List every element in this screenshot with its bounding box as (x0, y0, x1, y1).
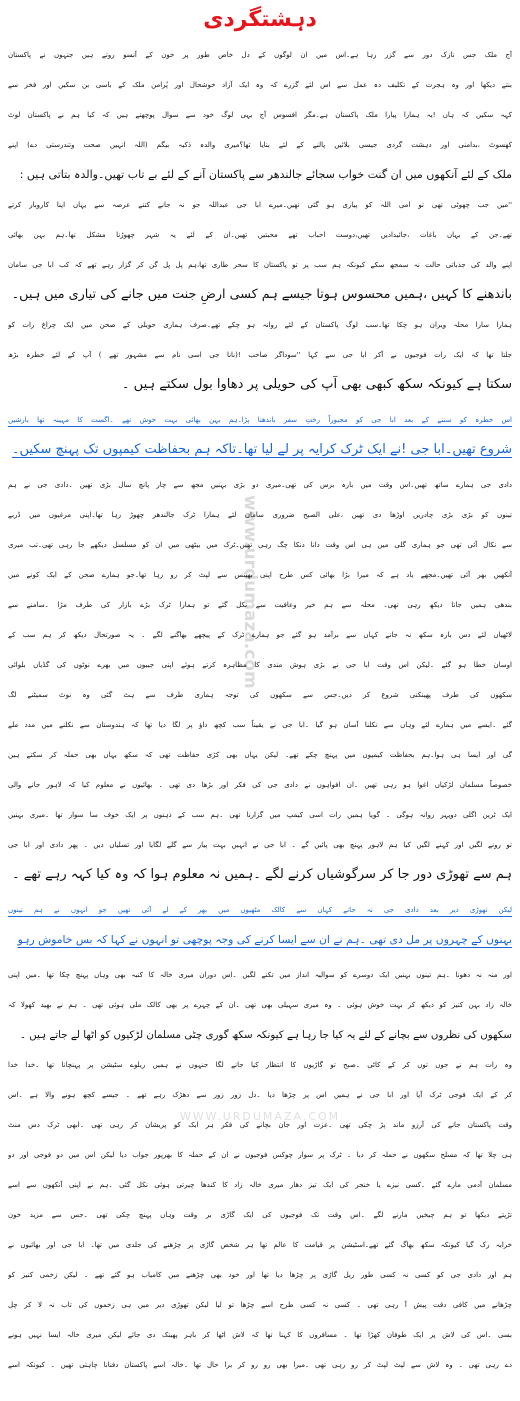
line-text: گئے ۔ایسے میں ہمارے لئے وہاں سے نکلنا آسان ہو گیا ۔ابا جی نے یقیناً سب کچھ داؤ پر لگا دیا تھا کہ ہندوستان سے نکلنے میں مدد ملے (8, 721, 512, 729)
line-text: سکتا ہے کیونکہ سکھ کبھی بھی آپ کی حویلی پر دھاوا بول سکتے ہیں ۔ (121, 377, 512, 392)
line-text: تڑپتے دیکھا تو ہم چیخیں مارنے لگے ۔اس وقت تک فوجیوں کی ایک گاڑی بر وقت وہاں پہنچ چکی تھی ۔جس سے مزید خون (8, 1211, 512, 1219)
text-line (8, 280, 512, 310)
text-line (8, 560, 512, 590)
text-line (8, 1170, 512, 1200)
text-line (8, 190, 512, 220)
text-line (8, 1230, 512, 1260)
article-title: دہشتگردی (203, 7, 317, 32)
line-text: بندھی ہمیں جاتا دیکھ رہی تھی۔ محلہ سے ہم خیر وعافیت سے نکل گئے تو ہمارا ٹرک بڑے بازار کی طرف مڑا ۔سامنے سے (8, 601, 512, 609)
text-line (8, 990, 512, 1020)
text-line (8, 1320, 512, 1350)
text-line (8, 1020, 512, 1050)
paragraph (8, 190, 512, 310)
line-text: بہنوں کے چہروں پر مل دی تھی ۔ہم نے ان سے ایسا کرنے کی وجہ پوچھی تو انہوں نے کہا کہ بس خاموش رہو (17, 933, 512, 946)
line-text: جلتا تھا کہ ایک رات فوجیوں نے آکر ابا جی سے کہا ''سوداگر صاحب !(نانا جی اسی نام سے مشہور تھے ) آپ کے لئے خطرہ بڑھ (8, 351, 512, 359)
line-text: دادی جی ہمارے ساتھ تھیں۔اس وقت میں بارہ برس کی تھی۔میری دو بڑی بہنیں مجھ سے چار پانچ سال بڑی تھیں ۔دادی جی نے ہم (8, 481, 512, 489)
article-body (0, 40, 520, 1380)
text-line (8, 530, 512, 560)
text-line (8, 310, 512, 340)
highlighted-text-line (8, 895, 512, 925)
site-watermark-vertical: www.urdumaza.com (240, 495, 260, 689)
text-line (8, 960, 512, 990)
line-text: خالہ زاد بہن کنیز کو دیکھ کر بہت خوش ہوئی ۔ وہ میری سہیلی بھی تھی ۔ان کے چہرے پر بھی کالک ملی ہوئی تھی ۔ ہم نے بھید کھولا کہ (8, 1001, 512, 1009)
line-text: بنتے دیکھا اور وہ ہجرت کے تکلیف دہ عمل سے اس لئے گزرے کہ وہ ایک آزاد خوشحال اور پُرامن ملک کے باسی بن سکیں اور فخر سے (8, 81, 512, 89)
text-line (8, 770, 512, 800)
text-line (8, 860, 512, 890)
line-text: سکھوں کی نظروں سے بچانے کے لئے یہ کیا جا رہا ہے کیونکہ سکھ گوری چٹی مسلمان لڑکیوں کو اٹھا لے جاتے ہیں ۔ (19, 1029, 512, 1041)
line-text: ملک کے لئے آنکھوں میں ان گنت خواب سجائے جالندھر سے پاکستان آنے کے لئے بے تاب تھیں۔والدہ بتاتی ہیں : (19, 168, 512, 181)
text-line (8, 1080, 512, 1110)
text-line (8, 40, 512, 70)
paragraph (8, 1050, 512, 1380)
line-text: کھسوٹ ،بدامنی اور دہشت گردی جیسی بلائیں پالنے کے لئے بنایا تھا؟میری والدہ ذکیہ بیگم (اللہ انہیں صحت وتندرستی دے) اپنے (8, 141, 512, 149)
line-text: گی اور ایسا ہی ہوا۔ہم بحفاظت کیمپوں میں پہنچ چکے تھے۔ لیکن یہاں بھی کڑی حفاظت تھی کہ سکھ یہاں بھی حملہ کر سکتے ہیں (8, 751, 512, 759)
line-text: باندھنے کا کہیں ،ہمیں محسوس ہوتا جیسے ہم کسی ارضِ جنت میں جانے کی تیاری میں ہیں۔ (11, 287, 512, 302)
text-line (8, 800, 512, 830)
site-watermark-horizontal: WWW.URDUMAZA.COM (179, 1110, 341, 1123)
line-text: سکھوں کی طرف پھینکنی شروع کر دیں۔جس سے سکھوں کی توجہ ہماری طرف سے ہٹ گئی وہ نوٹ سمیٹنے لگ (8, 691, 512, 699)
text-line (8, 340, 512, 370)
text-line (8, 1050, 512, 1080)
highlighted-text-line (8, 925, 512, 955)
line-text: مسلمان آدمی مارے گئے ۔کسی نیزے یا خنجر کی ایک تیز دھار میری خالہ زاد کا کندھا چیرتی ہوئی نکل گئی ۔ہم نے اپنی آنکھوں سے اسے (8, 1181, 512, 1189)
text-line (8, 470, 512, 500)
highlighted-passage (8, 895, 512, 955)
line-text: ہمارا سارا محلہ ویران ہو چکا تھا۔سب لوگ پاکستان کے لئے روانہ ہو چکے تھے۔صرف ہماری حویلی کے صحن میں ایک چراغ رات کو (8, 321, 512, 329)
text-line (8, 650, 512, 680)
text-line (8, 370, 512, 400)
highlighted-text-line (8, 405, 512, 435)
line-text: وقت پاکستان جانے کی آرزو ماند پڑ چکی تھی ۔عزت اور جان بچانے کی فکر ہر ایک کو پریشان کر رہی تھی ۔ابھی ٹرک دس منٹ (8, 1121, 512, 1129)
text-line (8, 1260, 512, 1290)
text-line (8, 620, 512, 650)
line-text: تو رونے لگیں اور کہنے لگیں کیا ہم لاہور پہنچ بھی پائیں گے ۔ ابا جی نے انہیں بہت پیار سے گلے لگایا اور تسلیاں دیں ۔ پھر دادی اور ابا جی (8, 841, 512, 849)
text-line (8, 590, 512, 620)
line-text: اور منہ نہ دھونا ۔ہم تینوں بہنیں ایک دوسرے کو سوالیہ انداز میں تکنے لگیں ۔اس دوران میری خالہ کا کنبہ بھی وہاں پہنچ چکا تھا ۔میں اپنی (8, 971, 512, 979)
line-text: ہم اور دادی جی کو کسی نہ کسی طور ریل گاڑی پر چڑھا دیا تھا اور خود بھی چڑھنے میں کامیاب ہو گئے تھے ۔ لیکن زخمی کنیز کو (8, 1271, 512, 1279)
line-text: خصوصاً مسلمان لڑکیاں اغوا ہو رہی تھیں ۔ان افواہوں نے دادی جی کی فکر اور بڑھا دی تھی ۔ بھائیوں نے معلوم کیا کہ لاہور جانے والی (8, 781, 512, 789)
paragraph (8, 40, 512, 190)
text-line (8, 680, 512, 710)
text-line (8, 70, 512, 100)
text-line (8, 830, 512, 860)
line-text: تینوں کو بڑی بڑی چادریں اوڑھا دی تھیں ،علی الصبح ضروری سامان لئے ہمارا ٹرک جالندھر چھوڑ رہا تھا۔اپنی مرغیوں میں ڈربے (8, 511, 512, 519)
line-text: کہہ سکیں کہ ہاں !یہ ہمارا پیارا ملک پاکستان ہے۔مگر افسوس آج یہی لوگ خود سے سوال پوچھتے ہیں کہ کیا ہم نے پاکستان لوٹ (8, 111, 512, 119)
line-text: آج ملک جس نازک دور سے گزر رہا ہے۔اس میں ان لوگوں کے دل خاص طور پر خون کے آنسو روتے ہیں جنہوں نے پاکستان (8, 51, 512, 59)
line-text: ہم سے تھوڑی دور جا کر سرگوشیاں کرنے لگے ۔ہمیں نہ معلوم ہوا کہ وہ کیا کہہ رہے تھے ۔ (11, 867, 512, 882)
line-text: شروع تھیں۔ابا جی !نے ایک ٹرک کرایہ پر لے لیا تھا۔تاکہ ہم بحفاظت کیمپوں تک پہنچ سکیں۔ (11, 442, 512, 457)
line-text: اوسان خطا ہو گئے ۔لیکن اس وقت ابا جی نے بڑی ہوش مندی کا مظاہرہ کرتے ہوئے اپنی جیبوں میں بھرے نوٹوں کی گڈیاں بلوائی (8, 661, 512, 669)
text-line (8, 500, 512, 530)
text-line (8, 710, 512, 740)
line-text: لیکن تھوڑی دیر بعد دادی جی نہ جانے کہاں سے کالک مٹھیوں میں بھر کے لے آئی تھیں جو انہوں نے ہم تینوں (8, 906, 512, 914)
text-line (8, 1350, 512, 1380)
line-text: لاٹھیاں لئے دس بارہ سکھ نہ جانے کہاں سے برآمد ہو گئے جو ہمارے ٹرک کے پیچھے بھاگنے لگے ۔ یہ صورتحال دیکھ کر ہم سب کے (8, 631, 512, 639)
text-line (8, 100, 512, 130)
text-line (8, 1200, 512, 1230)
paragraph (8, 470, 512, 890)
text-line (8, 1290, 512, 1320)
line-text: سے نکال آئی تھی جو ہماری گلی میں ہی اس وقت دانا دنکا چگ رہی تھیں۔ٹرک میں بیٹھی میں ان کو مسلسل دیکھے جا رہی تھی۔تب میری (8, 541, 512, 549)
line-text: ایک ٹرین اگلی دوپہر روانہ ہوگی ۔ گویا ہمیں رات اسی کیمپ میں گزارنا تھی ۔ہم سب کے ذہنوں پر ایک خوف سا سوار تھا ۔میری بہنیں (8, 811, 512, 819)
line-text: وہ رات ہم نے جوں توں کر کے کاٹی ۔صبح تو گاڑیوں کا انتظار کیا جانے لگا جنہوں نے ہمیں ریلوے سٹیشن پر پہنچانا تھا ۔خدا خدا (8, 1061, 512, 1069)
text-line (8, 740, 512, 770)
line-text: بسی ۔اس کی لاش پر ایک طوفان کھڑا تھا ۔ مسافروں کا کہنا تھا کہ لاش اٹھا کر باہر پھینک دی جائے لیکن میری خالہ ایسا نہیں ہونے (8, 1331, 512, 1339)
line-text: آنکھیں بھر آئی تھیں۔مجھے یاد ہے کہ میرا بڑا بھائی کس طرح اپنی بھینس سے لپٹ کر رو رہا تھا۔جو ہمارے صحن کے ایک کونے میں (8, 571, 512, 579)
text-line (8, 130, 512, 160)
text-line (8, 160, 512, 190)
line-text: تھے۔جن کے یہاں باغات ،جائیدادیں تھیں،دوست احباب تھے محبتیں تھیں۔ان کے لئے یہ شہر چھوڑنا مشکل تھا۔ہم بہن بھائی (8, 231, 512, 239)
text-line (8, 250, 512, 280)
paragraph (8, 310, 512, 400)
highlighted-text-line (8, 435, 512, 465)
highlighted-passage (8, 405, 512, 465)
line-text: اس خطرہ کو سننے کے بعد ابا جی کو مجبوراً رختِ سفر باندھنا پڑا۔ہم بہن بھائی بہت خوش تھے ۔اگست کا مہینہ تھا بارشیں (8, 416, 512, 424)
line-text: ہی چلا تھا کہ مسلح سکھوں نے حملہ کر دیا ۔ ٹرک پر سوار چوکس فوجیوں نے ان کے حملہ کا بھرپور جواب دیا لیکن اس میں دو فوجی اور دو (8, 1151, 512, 1159)
paragraph (8, 960, 512, 1050)
line-text: کر کے ایک فوجی ٹرک آیا اور ابا جی نے ہمیں اس پر چڑھا دیا ۔دل زور زور سے دھڑک رہے تھے ۔ جیسے کچھ ہونے والا ہے ۔اس (8, 1091, 512, 1099)
line-text: ''میں جب چھوٹی تھی تو امی اللہ کو پیاری ہو گئی تھیں۔میرے ابا جی عبداللہ جو نہ جانے کتنے عرصہ سے یہاں اپنا کاروبار کرتے (8, 201, 512, 209)
text-line (8, 220, 512, 250)
line-text: اپنے والد کی جذباتی حالت نہ سمجھ سکے کیونکہ ہم سب پر تو پاکستان کا سحر طاری تھا،ہم پل پل گن کر گزار رہے تھے کہ کب ابا جی سامان (8, 261, 512, 269)
line-text: خرابہ رک گیا کیونکہ سکھ بھاگ گئے تھے۔اسٹیشن پر قیامت کا عالم تھا ہر شخص گاڑی پر چڑھنے کی جلدی میں تھا۔ ابا جی اور بھائیوں نے (8, 1241, 512, 1249)
text-line (8, 1110, 512, 1140)
line-text: دے رہی تھی ۔ وہ لاش سے لپٹ لپٹ کر رو رہی تھی ۔میرا بھی رو رو کر برا حال تھا ۔خالہ اسے پاکستان دفنانا چاہتی تھیں ۔ کیونکہ اسے (8, 1361, 512, 1369)
line-text: چڑھانے میں کافی دقت پیش آ رہی تھی ۔ کسی نہ کسی طرح اسے چڑھا تو لیا لیکن تھوڑی دیر میں ہی زخموں کی تاب نہ لا کر چل (8, 1301, 512, 1309)
text-line (8, 1140, 512, 1170)
